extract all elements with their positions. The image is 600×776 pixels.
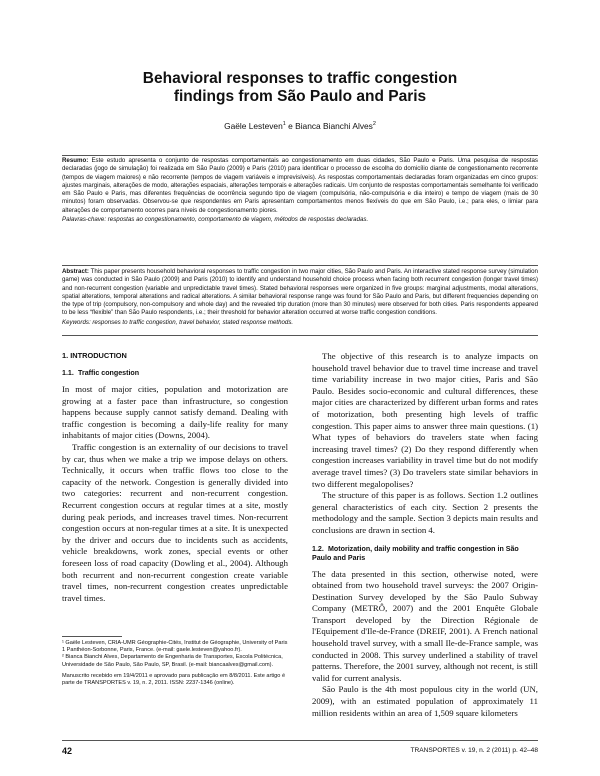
right-column: [312, 351, 538, 719]
author-1: Gaële Lesteven: [224, 121, 283, 131]
journal-citation: TRANSPORTES v. 19, n. 2 (2011) p. 42–48: [410, 747, 538, 754]
footnote-rule: [62, 636, 122, 637]
sao-paulo-paragraph: São Paulo is the 4th most populous city in the world (UN, 2009), with an estimated population of approximately 11 million residents within an area of 1,509 square kilometers: [312, 684, 538, 718]
abstract-keywords-text: responses to traffic congestion, travel behavior, stated response methods.: [92, 318, 294, 326]
intro-paragraph-2: Traffic congestion is an externality of our decisions to travel by car, thus when we make a trip we impose delays on others. Technically, it occurs when traffic flows too close to the capacity of the network. Congestion is generally divided into two categories: recurrent and non-recurrent congestion. Recurrent congestion occurs at regular times at a site, mostly during peak periods, and increases travel times. Non-recurrent congestion occurs at non-regular times at a site. It is unexpected by the driver and occurs due to incidents such as accidents, vehicle breakdowns, work zones, special events or other foreseen loss of road capacity (Dowling et al., 2004). Although both recurrent and non-recurrent congestion create variable travel times, non-recurrent congestion creates unpredictable travel times.: [62, 441, 288, 603]
paper-title: [60, 70, 540, 106]
abstract-top-rule: [62, 265, 538, 266]
resumo-top-rule: [62, 155, 538, 156]
data-paragraph: The data presented in this section, otherwise noted, were obtained from two household travel surveys: the 2007 Origin-Destination Survey developed by the São Paulo Subway Company (METRÔ, 2007) and the 2001 Enquête Globale Transport developed by the Direction Régionale de l'Equipement d'Ile-de-France (DREIF, 2001). A French national household travel survey, with a small Ile-de-France sample, was conducted in 2008. This survey underlined a stability of travel patterns. Therefore, the 2001 survey, although not recent, is still valid for current analysis.: [312, 568, 538, 683]
section-1-2-number: 1.2.: [312, 544, 324, 553]
resumo-label: Resumo:: [62, 157, 89, 164]
resumo-keywords: [62, 216, 538, 224]
title-line-2: findings from São Paulo and Paris: [173, 88, 427, 105]
section-1-2-title: Motorization, daily mobility and traffic congestion in São Paulo and Paris: [312, 544, 519, 562]
manuscript-received-note: Manuscrito recebido em 19/4/2011 e aprovado para publicação em 8/8/2011. Este artigo é parte de TRANSPORTES v. 19, n. 2, 2011. ISSN: 2237-1346 (online).: [62, 672, 286, 687]
structure-paragraph: The structure of this paper is as follows. Section 1.2 outlines general characteristics of each city. Section 2 presents the methodology and the sample. Section 3 depicts main results and conclusions are drawn in section 4.: [312, 490, 538, 535]
footnotes: [62, 640, 288, 687]
section-1-2-heading: [312, 545, 538, 563]
title-line-1: Behavioral responses to traffic congestion: [142, 70, 458, 87]
abstract-label: Abstract:: [62, 268, 89, 275]
intro-paragraph-1: In most of major cities, population and motorization are growing at a faster pace than infrastructure, so congestion happens because supply cannot satisfy demand. Dealing with traffic congestion is becoming a daily-life reality for many inhabitants of major cities (Downs, 2004).: [62, 384, 288, 441]
resumo-keywords-text: respostas ao congestionamento, comportamento de viagem, métodos de respostas declaradas.: [107, 216, 369, 224]
author-2: Bianca Bianchi Alves: [295, 121, 373, 131]
section-1-1-title: Traffic congestion: [78, 369, 140, 377]
section-1-1-heading: [62, 369, 288, 378]
section-1-heading: 1. INTRODUCTION: [62, 351, 127, 360]
author-line: [60, 121, 540, 131]
resumo-keywords-label: Palavras-chave:: [62, 216, 107, 224]
author-2-affiliation-mark: 2: [372, 121, 376, 128]
author-conjunction: e: [285, 121, 296, 131]
abstract-block: [62, 268, 538, 327]
footnote-1: ¹ Gaële Lesteven, CRIA-UMR Géographie-Cités, Institut de Géographie, University of Paris 1 Panthéon-Sorbonne, Paris, France. (e-mail: gaele.lesteven@yahoo.fr).: [62, 640, 288, 654]
footnote-2: ² Bianca Bianchi Alves, Departamento de Engenharia de Transportes, Escola Politécnica, Universidade de São Paulo, São Paulo, SP, Brasil. (e-mail: biancaalves@gmail.com).: [62, 654, 283, 668]
abstract-keywords-label: Keywords:: [62, 318, 91, 326]
resumo-block: [62, 157, 538, 224]
abstract-bottom-rule: [62, 335, 538, 336]
section-1-1-number: 1.1.: [62, 369, 74, 377]
objective-paragraph: The objective of this research is to analyze impacts on household travel behavior due to travel time increase and travel time variability increase in two major cities, Paris and São Paulo. Besides socio-economic and cultural differences, these major cities are characterized by different urban forms and rates of motorization, both presenting high levels of traffic congestion. This paper aims to answer three main questions. (1) What types of behaviors do travelers state when facing increasing travel times? (2) Do they respond differently when congestion increases variability in travel time but do not modify average travel times? (3) Do travelers state similar behaviors in two different megalopolises?: [312, 351, 538, 489]
abstract-keywords: [62, 319, 538, 327]
resumo-text: Este estudo apresenta o conjunto de respostas comportamentais ao congestionamento em duas cidades, São Paulo e Paris. Uma pesquisa de respostas declaradas (jogo de simulação) foi realizada em São Paulo (2009) e Paris (2010) para identificar o processo de escolha do domicílio diante de congestionamento recorrente (tempos de viagem maiores) e não recorrente (tempos de viagem variáveis e imprevisíveis). As respostas comportamentais declaradas foram organizadas em cinco grupos: ajustes marginais, alterações de modo, alterações espaciais, alterações temporais e alterações radicais. Um conjunto de respostas comportamentais semelhante foi verificado em São Paulo e Paris, mas diferentes frequências de ocorrência segundo tipo de viagem (compulsória, não-compulsória e dia inteiro) e tempo de viagem (mais de 30 minutos) foram observadas. Observou-se que respondentes em Paris apresentam comportamentos menos flexíveis do que em São Paulo, i.e.; para eles, o limiar para alterações de comportamento ocorres para níveis de congestionamento piores.: [62, 157, 538, 214]
page-number: 42: [62, 746, 73, 756]
author-1-affiliation-mark: 1: [282, 121, 286, 128]
footer-rule: [62, 740, 538, 741]
left-column: [62, 351, 288, 604]
abstract-text: This paper presents household behavioral responses to traffic congestion in two major cities, São Paulo and Paris. An interactive stated response survey (simulation game) was conducted in São Paulo (2009) and Paris (2010) to identify and understand household choice process when facing both recurrent congestion (longer travel times) and non-recurrent congestion (variable and unpredictable travel times). Stated behavioral responses were organized in five groups: marginal adjustments, modal alterations, spatial alterations, temporal alterations and radical alterations. A similar behavioral response range was found for São Paulo and Paris, but different frequencies depending on the type of trip (compulsory, non-compulsory and whole day) and the revealed trip duration (more than 30 minutes) were observed for both cities. Paris respondents appeared to be less “flexible” than São Paulo respondents, i.e.; their threshold for behavior alteration occurred at worse traffic congestion conditions.: [62, 268, 538, 317]
